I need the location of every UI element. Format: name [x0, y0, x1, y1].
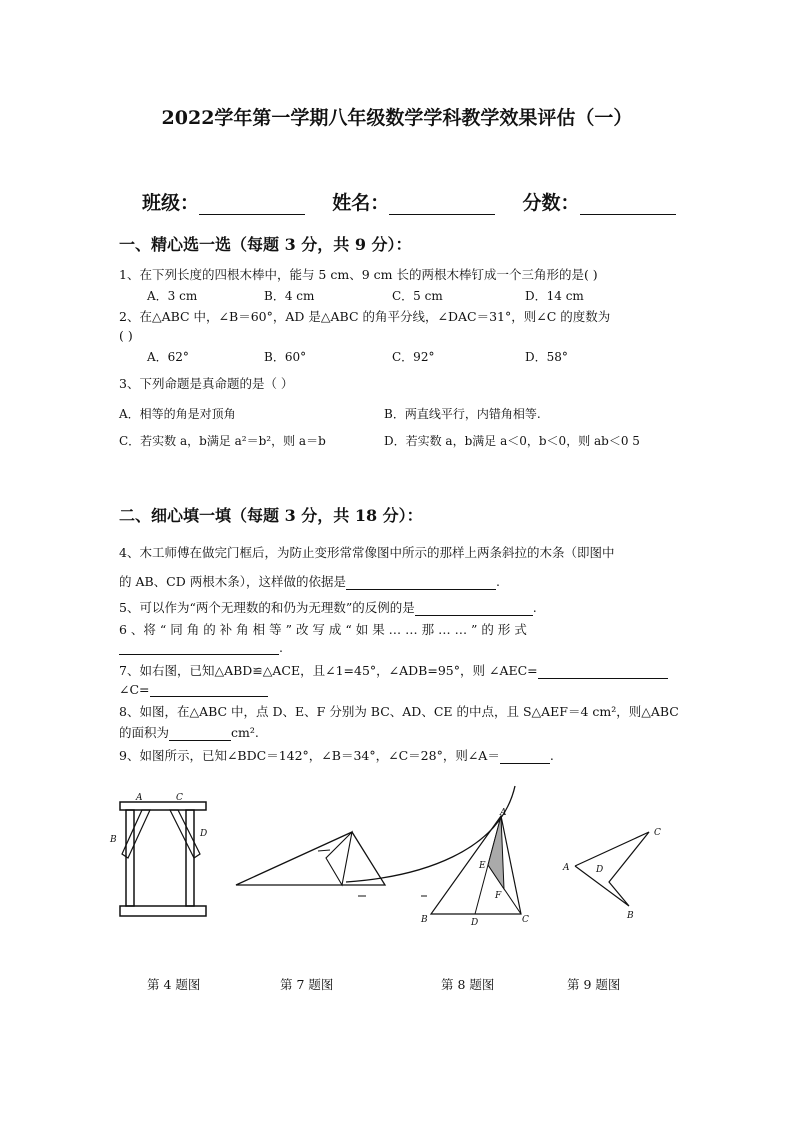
section1-heading: 一、精心选一选（每题 3 分，共 9 分）： [119, 235, 412, 254]
score-field[interactable] [580, 194, 676, 215]
shape-abdc [575, 832, 649, 906]
figure-8-caption: 第 8 题图 [441, 977, 495, 992]
page-title: 2022学年第一学期八年级数学学科教学效果评估（一） [161, 107, 633, 129]
section2-heading: 二、细心填一填（每题 3 分，共 18 分）： [119, 506, 423, 525]
q3-option-b: B．两直线平行，内错角相等. [384, 407, 541, 421]
q9-answer-blank[interactable] [500, 750, 550, 764]
q8-area-blank[interactable] [169, 727, 231, 741]
question-6-answer: . [119, 640, 283, 655]
q2-option-a: A．62° [147, 350, 189, 364]
question-5: 5、可以作为“两个无理数的和仍为无理数”的反例的是 . [119, 600, 537, 615]
name-field[interactable] [389, 194, 495, 215]
fig9-label-c: C [654, 828, 661, 838]
class-label: 班级： [142, 192, 200, 214]
figure-7-caption: 第 7 题图 [280, 977, 334, 992]
q1-option-a: A．3 cm [147, 289, 198, 303]
figure-9-quadrilateral [555, 820, 675, 924]
q4-answer-blank[interactable] [346, 576, 496, 590]
q3-option-a: A．相等的角是对顶角 [119, 407, 236, 421]
question-2: 2、在△ABC 中，∠B＝60°，AD 是△ABC 的角平分线，∠DAC＝31°，则∠C 的度数为 [119, 309, 611, 324]
q6-answer-blank[interactable] [119, 641, 279, 655]
fig4-label-c: C [176, 793, 183, 803]
brace-cd [170, 810, 200, 858]
name-label: 姓名： [332, 192, 390, 214]
q3-option-d: D．若实数 a，b满足 a＜0，b＜0，则 ab＜0 5 [384, 434, 640, 448]
figure-4-door-frame [104, 786, 216, 922]
bottom-beam [120, 906, 206, 916]
figure-9-caption: 第 9 题图 [567, 977, 621, 992]
question-4-line1: 4、木工师傅在做完门框后，为防止变形常常像图中所示的那样上两条斜拉的木条（即图中 [119, 545, 615, 560]
score-label: 分数： [522, 192, 580, 214]
question-9: 9、如图所示，已知∠BDC＝142°，∠B＝34°，∠C＝28°，则∠A＝ . [119, 748, 554, 763]
figure-4-caption: 第 4 题图 [147, 977, 201, 992]
fig4-label-a: A [136, 793, 143, 803]
q7-aec-blank[interactable] [538, 665, 668, 679]
question-6: 6 、将 “ 同 角 的 补 角 相 等 ” 改 写 成 “ 如 果 … … 那 … … ” 的 形 式 [119, 622, 527, 637]
q3-option-c: C．若实数 a，b满足 a²＝b²，则 a＝b [119, 434, 326, 448]
fig8-label-f: F [495, 891, 502, 901]
student-info-row [142, 188, 676, 215]
question-8: 8、如图，在△ABC 中，点 D、E、F 分别为 BC、AD、CE 的中点，且 S△AEF＝4 cm²，则△ABC [119, 704, 679, 719]
fig9-label-a: A [563, 863, 570, 873]
q7-c-blank[interactable] [150, 683, 268, 697]
q1-option-c: C．5 cm [392, 289, 443, 303]
q2-option-c: C．92° [392, 350, 435, 364]
right-post [186, 810, 194, 906]
question-3: 3、下列命题是真命题的是（ ） [119, 376, 294, 391]
top-beam [120, 802, 206, 810]
question-4-line2: 的 AB、CD 两根木条），这样做的依据是 . [119, 574, 500, 589]
fig8-label-c: C [522, 915, 529, 925]
fig4-label-d: D [200, 829, 208, 839]
q2-option-d: D．58° [525, 350, 568, 364]
question-7: 7、如右图，已知△ABD≌△ACE，且∠1=45°，∠ADB=95°，则 ∠AEC= [119, 661, 668, 679]
q5-answer-blank[interactable] [415, 602, 533, 616]
shaded-triangle-aef [488, 816, 504, 889]
triangle-abc [431, 816, 521, 914]
class-field[interactable] [199, 194, 305, 215]
question-7-line2: ∠C= [119, 682, 268, 697]
fig9-label-d: D [596, 865, 604, 875]
question-8-line2: 的面积为 cm². [119, 725, 259, 740]
q2-option-b: B．60° [264, 350, 307, 364]
fig4-label-b: B [110, 835, 117, 845]
q1-option-d: D．14 cm [525, 289, 584, 303]
fig9-label-b: B [627, 911, 634, 921]
question-1: 1、在下列长度的四根木棒中，能与 5 cm、9 cm 长的两根木棒钉成一个三角形的是( ) [119, 267, 598, 282]
fig8-label-e: E [479, 861, 486, 871]
figure-8-triangle [415, 806, 535, 930]
fig8-label-a: A [500, 808, 507, 818]
question-2-bracket: ( ) [119, 328, 133, 343]
q1-option-b: B．4 cm [264, 289, 315, 303]
fig8-label-d: D [471, 918, 479, 928]
fig8-label-b: B [421, 915, 428, 925]
